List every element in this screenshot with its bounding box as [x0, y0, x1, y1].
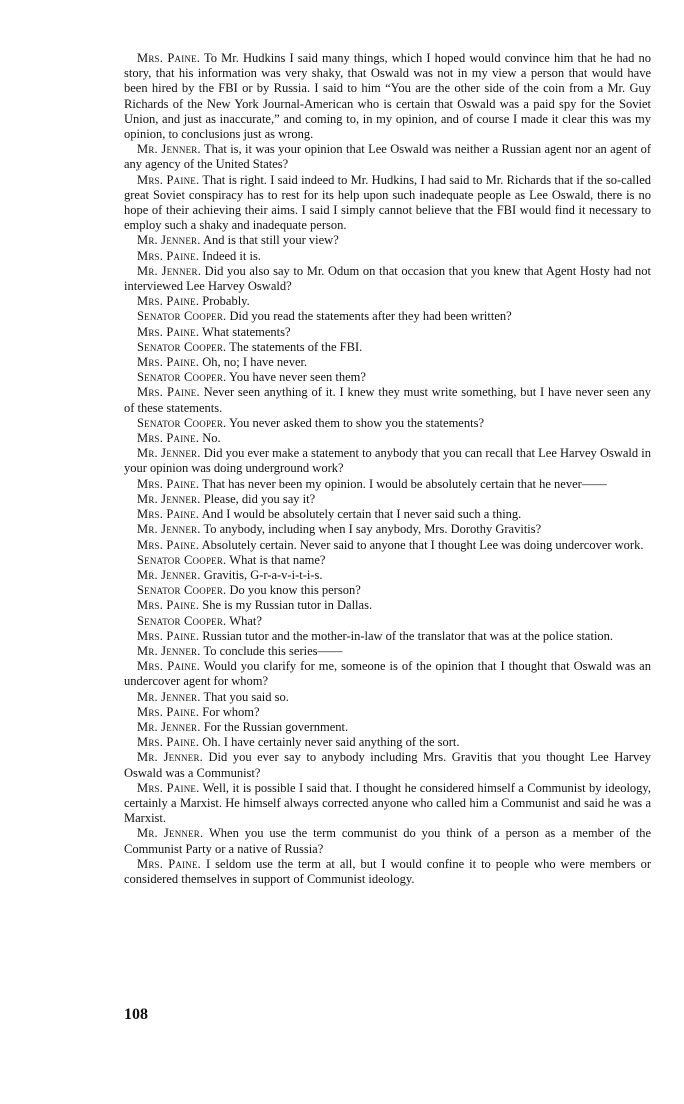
- paragraph-text: And I would be absolutely certain that I never said such a thing.: [199, 507, 522, 522]
- testimony-paragraph: [124, 553, 651, 568]
- testimony-paragraph: [124, 431, 651, 446]
- speaker-label: Mr. Jenner.: [137, 643, 201, 658]
- paragraph-text: For the Russian government.: [200, 719, 349, 734]
- speaker-label: Mrs. Paine.: [137, 659, 201, 674]
- paragraph-text: What?: [226, 613, 262, 628]
- paragraph-text: Absolutely certain. Never said to anyone that I thought Lee was doing undercover work.: [199, 537, 644, 552]
- paragraph-text: For whom?: [199, 704, 260, 719]
- paragraph-text: Gravitis, G-r-a-v-i-t-i-s.: [200, 567, 323, 582]
- testimony-paragraph: [124, 446, 651, 476]
- speaker-label: Mrs. Paine.: [137, 537, 200, 552]
- speaker-label: Senator Cooper.: [137, 370, 227, 385]
- speaker-label: Senator Cooper.: [137, 552, 227, 567]
- testimony-paragraph: [124, 416, 651, 431]
- speaker-label: Mr. Jenner.: [137, 689, 201, 704]
- testimony-paragraph: [124, 522, 651, 537]
- speaker-label: Senator Cooper.: [137, 613, 227, 628]
- paragraph-text: Oh, no; I have never.: [199, 355, 308, 370]
- testimony-paragraph: [124, 750, 651, 780]
- testimony-paragraph: [124, 385, 651, 415]
- testimony-paragraph: [124, 309, 651, 324]
- paragraph-text: You have never seen them?: [226, 370, 366, 385]
- paragraph-text: To anybody, including when I say anybody, Mrs. Dorothy Gravitis?: [200, 522, 542, 537]
- paragraph-text: Would you clarify for me, someone is of the opinion that I thought that Oswald was an undercover agent for whom?: [124, 659, 651, 689]
- testimony-paragraph: [124, 233, 651, 248]
- testimony-paragraph: [124, 781, 651, 827]
- paragraph-text: That you said so.: [200, 689, 289, 704]
- paragraph-text: No.: [199, 431, 221, 446]
- speaker-label: Mrs. Paine.: [137, 507, 200, 522]
- testimony-paragraph: [124, 294, 651, 309]
- paragraph-text: Indeed it is.: [199, 248, 261, 263]
- speaker-label: Mr. Jenner.: [137, 826, 204, 841]
- paragraph-text: That has never been my opinion. I would be absolutely certain that he never——: [199, 476, 607, 491]
- paragraph-text: That is, it was your opinion that Lee Oswald was neither a Russian agent nor an agent of any agency of the United States?: [124, 142, 651, 172]
- speaker-label: Mrs. Paine.: [137, 172, 200, 187]
- speaker-label: Mr. Jenner.: [137, 522, 201, 537]
- testimony-paragraph: [124, 583, 651, 598]
- speaker-label: Mrs. Paine.: [137, 324, 200, 339]
- paragraph-text: I seldom use the term at all, but I would confine it to people who were members or considered themselves in support of Communist ideology.: [124, 856, 651, 886]
- testimony-paragraph: [124, 538, 651, 553]
- testimony-paragraph: [124, 705, 651, 720]
- paragraph-text: To conclude this series——: [200, 643, 343, 658]
- paragraph-text: Did you ever make a statement to anybody that you can recall that Lee Harvey Oswald in your opinion was doing underground work?: [124, 446, 651, 476]
- testimony-paragraph: [124, 568, 651, 583]
- paragraph-text: Did you read the statements after they had been written?: [226, 309, 512, 324]
- testimony-paragraph: [124, 690, 651, 705]
- speaker-label: Mrs. Paine.: [137, 628, 200, 643]
- speaker-label: Mr. Jenner.: [137, 567, 201, 582]
- testimony-paragraph: [124, 629, 651, 644]
- paragraph-text: To Mr. Hudkins I said many things, which I hoped would convince him that he had no story, that his information was very shaky, that Oswald was not in my view a person that would have been hired by the FBI or by Russia. I said to him “You are the other side of the coin from a Mr. Guy Richards of the New York Journal-American who is certain that Oswald was a paid spy for the Soviet Union, and just as inaccurate,” and coming to, in my opinion, and of course I made it clear this was my opinion, to conclusions just as wrong.: [124, 51, 651, 142]
- testimony-paragraph: [124, 173, 651, 234]
- speaker-label: Mrs. Paine.: [137, 704, 200, 719]
- speaker-label: Mrs. Paine.: [137, 856, 201, 871]
- paragraph-text: And is that still your view?: [200, 233, 339, 248]
- speaker-label: Mrs. Paine.: [137, 780, 200, 795]
- speaker-label: Mr. Jenner.: [137, 719, 201, 734]
- paragraph-text: What statements?: [199, 324, 291, 339]
- testimony-paragraph: [124, 735, 651, 750]
- testimony-text: [124, 51, 651, 887]
- testimony-paragraph: [124, 51, 651, 142]
- testimony-paragraph: [124, 598, 651, 613]
- testimony-paragraph: [124, 355, 651, 370]
- testimony-paragraph: [124, 826, 651, 856]
- speaker-label: Senator Cooper.: [137, 583, 227, 598]
- speaker-label: Mrs. Paine.: [137, 735, 200, 750]
- testimony-paragraph: [124, 614, 651, 629]
- paragraph-text: Well, it is possible I said that. I thought he considered himself a Communist by ideology, certainly a Marxist. He himself always corrected anyone who called him a Communist and said he was a Marxist.: [124, 780, 651, 826]
- paragraph-text: Please, did you say it?: [200, 491, 316, 506]
- paragraph-text: The statements of the FBI.: [226, 339, 363, 354]
- speaker-label: Senator Cooper.: [137, 339, 227, 354]
- paragraph-text: She is my Russian tutor in Dallas.: [199, 598, 373, 613]
- testimony-paragraph: [124, 249, 651, 264]
- paragraph-text: You never asked them to show you the statements?: [226, 415, 484, 430]
- testimony-paragraph: [124, 370, 651, 385]
- testimony-paragraph: [124, 720, 651, 735]
- speaker-label: Mr. Jenner.: [137, 491, 201, 506]
- testimony-paragraph: [124, 340, 651, 355]
- speaker-label: Mrs. Paine.: [137, 598, 200, 613]
- paragraph-text: Probably.: [199, 294, 250, 309]
- speaker-label: Senator Cooper.: [137, 309, 227, 324]
- speaker-label: Mr. Jenner.: [137, 142, 201, 157]
- testimony-paragraph: [124, 142, 651, 172]
- paragraph-text: Do you know this person?: [226, 583, 361, 598]
- testimony-paragraph: [124, 264, 651, 294]
- speaker-label: Mrs. Paine.: [137, 355, 200, 370]
- paragraph-text: Did you ever say to anybody including Mrs. Gravitis that you thought Lee Harvey Oswald was a Communist?: [124, 750, 652, 780]
- speaker-label: Mrs. Paine.: [137, 476, 200, 491]
- paragraph-text: What is that name?: [226, 552, 326, 567]
- paragraph-text: When you use the term communist do you think of a person as a member of the Communist Party or a native of Russia?: [124, 826, 651, 856]
- speaker-label: Mr. Jenner.: [137, 750, 203, 765]
- speaker-label: Mrs. Paine.: [137, 431, 200, 446]
- speaker-label: Mr. Jenner.: [137, 233, 201, 248]
- speaker-label: Mr. Jenner.: [137, 446, 201, 461]
- paragraph-text: Did you also say to Mr. Odum on that occasion that you knew that Agent Hosty had not interviewed Lee Harvey Oswald?: [124, 263, 651, 294]
- testimony-paragraph: [124, 644, 651, 659]
- testimony-paragraph: [124, 325, 651, 340]
- speaker-label: Mrs. Paine.: [137, 385, 200, 400]
- speaker-label: Mr. Jenner.: [137, 263, 202, 278]
- speaker-label: Mrs. Paine.: [137, 294, 200, 309]
- paragraph-text: That is right. I said indeed to Mr. Hudkins, I had said to Mr. Richards that if the so-called great Soviet conspiracy has to rest for its help upon such inadequate people as Lee Oswald, there is no hope of their achieving their aims. I said I simply cannot believe that the FBI would find it necessary to employ such a shaky and inadequate person.: [124, 172, 651, 233]
- testimony-paragraph: [124, 492, 651, 507]
- paragraph-text: Russian tutor and the mother-in-law of the translator that was at the police station.: [199, 628, 614, 643]
- page-number: 108: [124, 1006, 148, 1023]
- speaker-label: Senator Cooper.: [137, 415, 227, 430]
- testimony-paragraph: [124, 857, 651, 887]
- testimony-paragraph: [124, 507, 651, 522]
- speaker-label: Mrs. Paine.: [137, 51, 201, 65]
- testimony-paragraph: [124, 659, 651, 689]
- paragraph-text: Never seen anything of it. I knew they must write something, but I have never seen any of these statements.: [124, 385, 651, 415]
- testimony-paragraph: [124, 477, 651, 492]
- speaker-label: Mrs. Paine.: [137, 248, 200, 263]
- paragraph-text: Oh. I have certainly never said anything of the sort.: [199, 735, 460, 750]
